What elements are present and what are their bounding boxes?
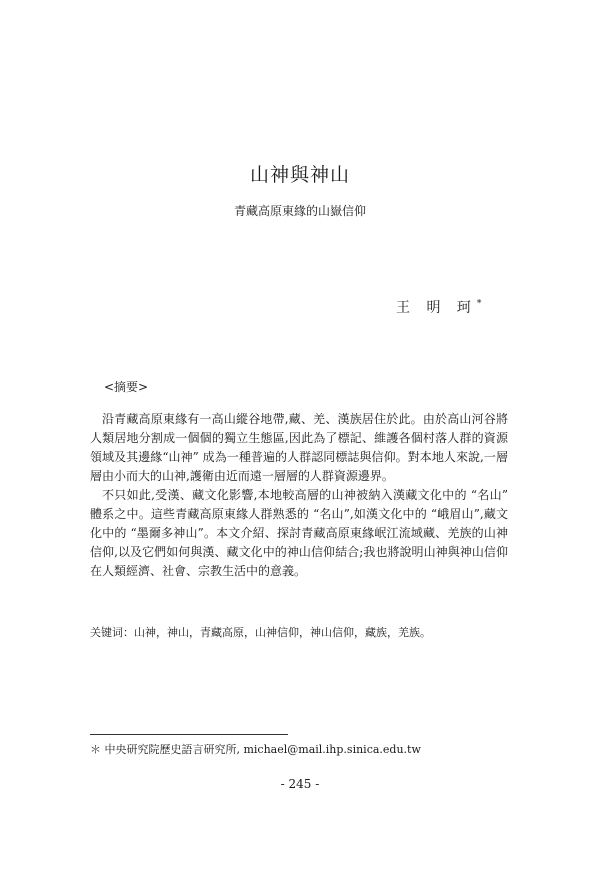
abstract-paragraph-1: 沿青藏高原東緣有一高山縱谷地帶,藏、羌、漢族居住於此。由於高山河谷將人類居地分割成一個個的獨立生態區,因此為了標記、維護各個村落人群的資源領域及其邊緣“山神” 成為一種普遍的人群認同標誌與信仰。對本地人來說,一層層由小而大的山神,護衛由近而遠一層層的人群資源邊界。	[90, 412, 508, 483]
article-title: 山神與神山	[249, 164, 350, 186]
author-line	[396, 297, 481, 317]
article-subtitle: 青藏高原東緣的山嶽信仰	[233, 204, 366, 218]
keywords: 关键词：山神，神山，青藏高原，山神信仰，神山信仰，藏族，羌族。	[90, 626, 431, 639]
footnote: ＊ 中央研究院歷史語言研究所, michael@mail.ihp.sinica.edu.tw	[90, 743, 421, 756]
abstract-body	[90, 410, 508, 581]
footnote-divider	[90, 734, 288, 735]
author-footnote-mark: *	[476, 299, 482, 309]
page-number: - 245 -	[280, 777, 320, 791]
author-name: 王 明 珂	[396, 300, 477, 316]
abstract-paragraph-2: 不只如此,受漢、藏文化影響,本地較高層的山神被納入漢藏文化中的 “名山” 體系之中。這些青藏高原東緣人群熟悉的 “名山”,如漢文化中的 “峨眉山”,藏文化中的 “墨爾多神山”。本文介紹、探討青藏高原東緣岷江流域藏、羌族的山神信仰,以及它們如何與漢、藏文化中的神山信仰結合;我也將說明山神與神山信仰在人類經濟、社會、宗教生活中的意義。	[90, 488, 508, 578]
abstract-label: <摘要>	[104, 380, 149, 394]
